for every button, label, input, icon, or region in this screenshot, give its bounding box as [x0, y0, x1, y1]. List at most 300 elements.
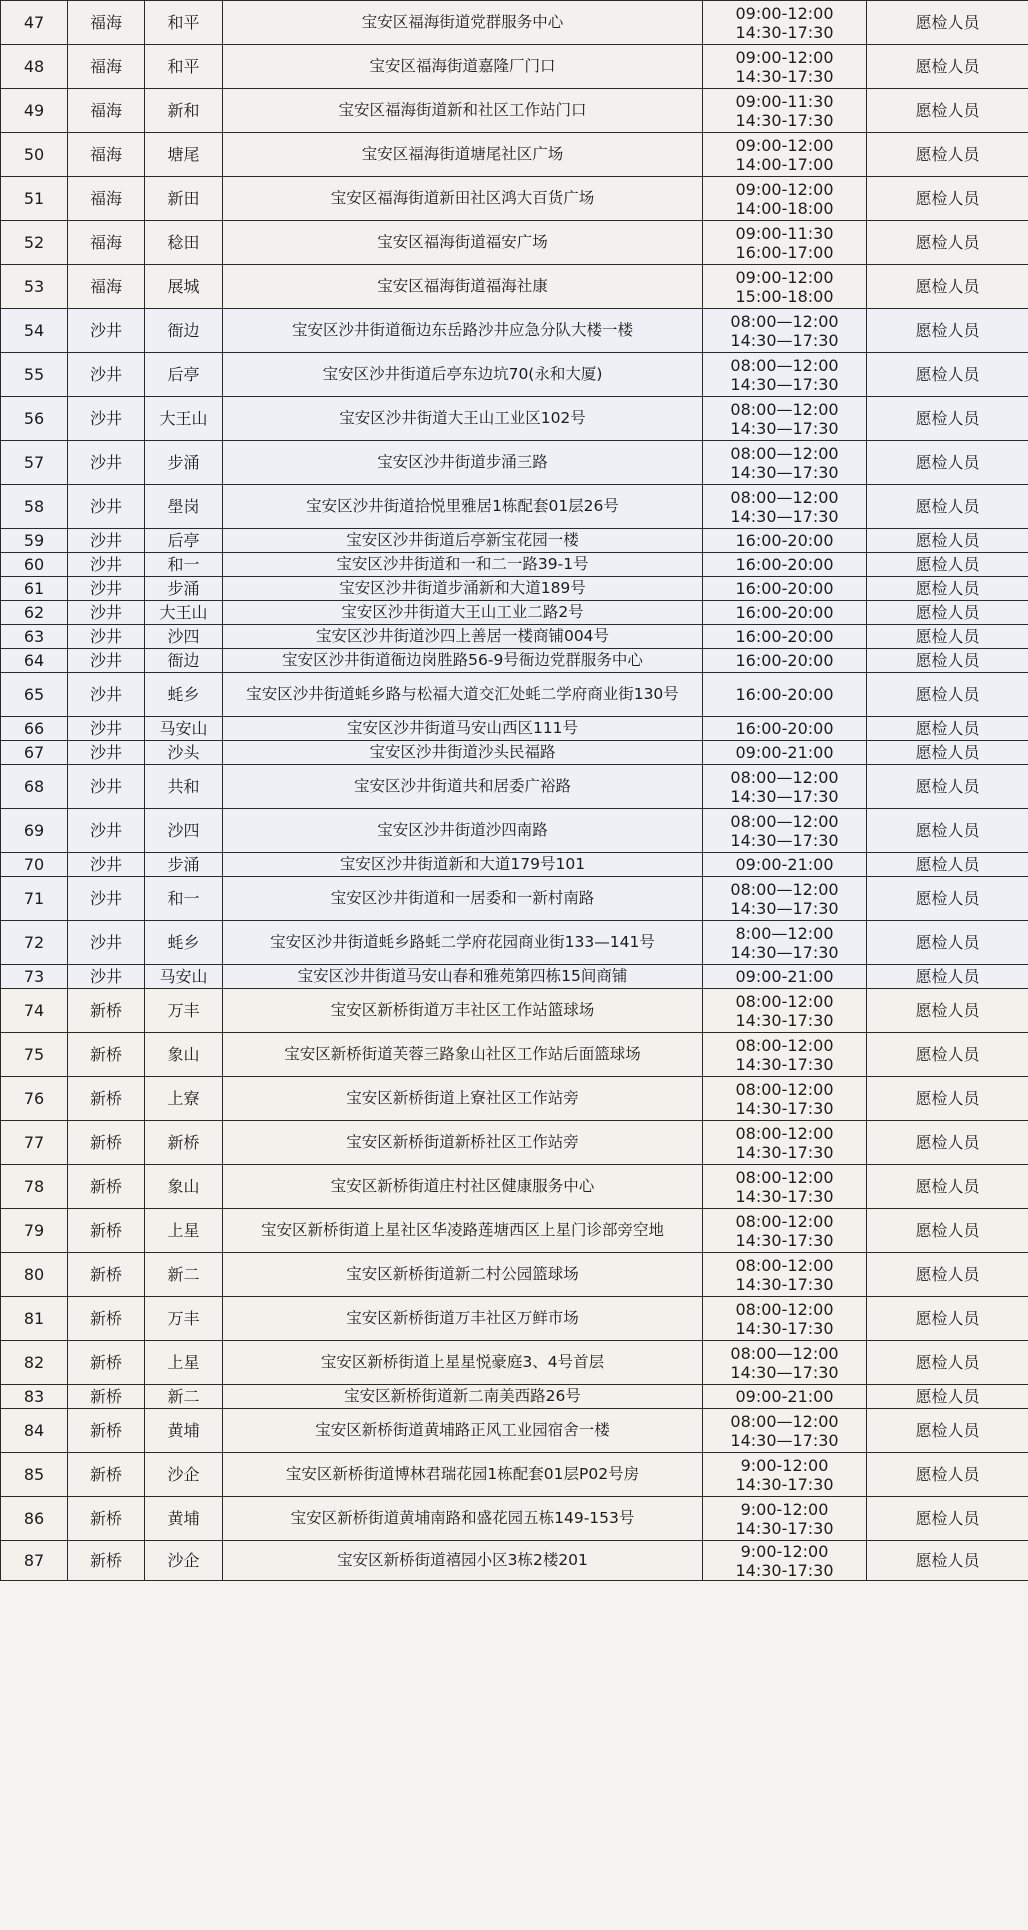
- time-cell: [703, 1453, 867, 1497]
- address-cell: 宝安区沙井街道和一居委和一新村南路: [223, 877, 703, 921]
- time-slot-1: 08:00-12:00: [735, 1167, 834, 1187]
- table-row: [1, 1409, 1028, 1453]
- target-cell: 愿检人员: [867, 1033, 1028, 1077]
- community-cell: 象山: [145, 1165, 223, 1209]
- table-row: [1, 877, 1028, 921]
- community-cell: 沙头: [145, 741, 223, 765]
- target-cell: 愿检人员: [867, 89, 1028, 133]
- table-row: [1, 265, 1028, 309]
- time-slot-2: 14:30-17:30: [735, 1186, 834, 1206]
- time-slot-2: 14:30-17:30: [735, 1230, 834, 1250]
- table-row: [1, 625, 1028, 649]
- row-number: 65: [1, 673, 68, 717]
- community-cell: 上星: [145, 1341, 223, 1385]
- time-cell: [703, 741, 867, 765]
- address-cell: 宝安区新桥街道博林君瑞花园1栋配套01层P02号房: [223, 1453, 703, 1497]
- time-slot-1: 08:00-12:00: [735, 991, 834, 1011]
- time-slot-1: 09:00-21:00: [735, 1387, 834, 1406]
- street-cell: 沙井: [68, 853, 145, 877]
- street-cell: 新桥: [68, 1453, 145, 1497]
- time-cell: [703, 1165, 867, 1209]
- street-cell: 沙井: [68, 809, 145, 853]
- time-cell: [703, 1385, 867, 1409]
- address-cell: 宝安区福海街道新和社区工作站门口: [223, 89, 703, 133]
- row-number: 87: [1, 1541, 68, 1581]
- time-cell: [703, 1497, 867, 1541]
- time-slot-2: 14:30-17:30: [735, 1274, 834, 1294]
- street-cell: 沙井: [68, 877, 145, 921]
- time-slot-1: 16:00-20:00: [735, 627, 834, 646]
- row-number: 62: [1, 601, 68, 625]
- time-cell: [703, 717, 867, 741]
- street-cell: 沙井: [68, 741, 145, 765]
- table-row: [1, 1253, 1028, 1297]
- time-cell: [703, 553, 867, 577]
- row-number: 57: [1, 441, 68, 485]
- target-cell: 愿检人员: [867, 441, 1028, 485]
- time-cell: [703, 989, 867, 1033]
- address-cell: 宝安区福海街道塘尾社区广场: [223, 133, 703, 177]
- target-cell: 愿检人员: [867, 577, 1028, 601]
- community-cell: 步涌: [145, 441, 223, 485]
- table-row: [1, 601, 1028, 625]
- table-row: [1, 89, 1028, 133]
- time-slot-1: 08:00-12:00: [735, 1123, 834, 1143]
- target-cell: 愿检人员: [867, 1541, 1028, 1581]
- table-row: [1, 529, 1028, 553]
- time-slot-2: 14:00-18:00: [735, 198, 834, 218]
- table-row: [1, 1, 1028, 45]
- target-cell: 愿检人员: [867, 1341, 1028, 1385]
- target-cell: 愿检人员: [867, 553, 1028, 577]
- target-cell: 愿检人员: [867, 1497, 1028, 1541]
- target-cell: 愿检人员: [867, 1253, 1028, 1297]
- row-number: 47: [1, 1, 68, 45]
- time-slot-1: 09:00-12:00: [735, 179, 834, 199]
- address-cell: 宝安区沙井街道马安山西区111号: [223, 717, 703, 741]
- row-number: 77: [1, 1121, 68, 1165]
- community-cell: 蚝乡: [145, 921, 223, 965]
- time-cell: [703, 89, 867, 133]
- time-slot-1: 16:00-20:00: [735, 603, 834, 622]
- target-cell: 愿检人员: [867, 397, 1028, 441]
- row-number: 55: [1, 353, 68, 397]
- address-cell: 宝安区沙井街道共和居委广裕路: [223, 765, 703, 809]
- community-cell: 衙边: [145, 649, 223, 673]
- target-cell: 愿检人员: [867, 853, 1028, 877]
- row-number: 86: [1, 1497, 68, 1541]
- table-row: [1, 177, 1028, 221]
- time-cell: [703, 1077, 867, 1121]
- row-number: 51: [1, 177, 68, 221]
- table-row: [1, 853, 1028, 877]
- table-row: [1, 809, 1028, 853]
- street-cell: 福海: [68, 177, 145, 221]
- time-slot-1: 09:00-21:00: [735, 855, 834, 874]
- time-slot-1: 09:00-21:00: [735, 967, 834, 986]
- time-slot-2: 14:30-17:30: [735, 1518, 834, 1538]
- address-cell: 宝安区沙井街道和一和二一路39-1号: [223, 553, 703, 577]
- community-cell: 黄埔: [145, 1497, 223, 1541]
- row-number: 75: [1, 1033, 68, 1077]
- time-cell: [703, 1541, 867, 1581]
- street-cell: 新桥: [68, 1033, 145, 1077]
- address-cell: 宝安区沙井街道衙边岗胜路56-9号衙边党群服务中心: [223, 649, 703, 673]
- time-slot-2: 15:00-18:00: [735, 286, 834, 306]
- time-slot-1: 08:00—12:00: [730, 355, 839, 375]
- time-slot-1: 08:00-12:00: [735, 1299, 834, 1319]
- community-cell: 共和: [145, 765, 223, 809]
- address-cell: 宝安区福海街道嘉隆厂门口: [223, 45, 703, 89]
- row-number: 74: [1, 989, 68, 1033]
- time-slot-1: 08:00-12:00: [735, 1035, 834, 1055]
- address-cell: 宝安区沙井街道蚝乡路与松福大道交汇处蚝二学府商业街130号: [223, 673, 703, 717]
- time-slot-2: 14:30—17:30: [730, 898, 839, 918]
- row-number: 76: [1, 1077, 68, 1121]
- time-cell: [703, 1033, 867, 1077]
- target-cell: 愿检人员: [867, 1385, 1028, 1409]
- time-cell: [703, 765, 867, 809]
- time-cell: [703, 397, 867, 441]
- time-slot-1: 09:00-12:00: [735, 3, 834, 23]
- community-cell: 象山: [145, 1033, 223, 1077]
- community-cell: 壆岗: [145, 485, 223, 529]
- address-cell: 宝安区沙井街道拾悦里雅居1栋配套01层26号: [223, 485, 703, 529]
- address-cell: 宝安区新桥街道庄村社区健康服务中心: [223, 1165, 703, 1209]
- street-cell: 新桥: [68, 1077, 145, 1121]
- table-row: [1, 673, 1028, 717]
- target-cell: 愿检人员: [867, 265, 1028, 309]
- time-slot-1: 16:00-20:00: [735, 531, 834, 550]
- time-slot-2: 14:30-17:30: [735, 1010, 834, 1030]
- time-cell: [703, 529, 867, 553]
- community-cell: 和平: [145, 45, 223, 89]
- street-cell: 福海: [68, 89, 145, 133]
- time-slot-1: 08:00—12:00: [730, 443, 839, 463]
- time-slot-2: 14:30-17:30: [735, 66, 834, 86]
- time-cell: [703, 649, 867, 673]
- time-cell: [703, 673, 867, 717]
- row-number: 72: [1, 921, 68, 965]
- community-cell: 蚝乡: [145, 673, 223, 717]
- time-slot-2: 14:30-17:30: [735, 110, 834, 130]
- time-cell: [703, 1, 867, 45]
- target-cell: 愿检人员: [867, 133, 1028, 177]
- target-cell: 愿检人员: [867, 741, 1028, 765]
- table-row: [1, 741, 1028, 765]
- row-number: 68: [1, 765, 68, 809]
- community-cell: 新和: [145, 89, 223, 133]
- row-number: 80: [1, 1253, 68, 1297]
- time-slot-2: 14:30—17:30: [730, 330, 839, 350]
- table-row: [1, 1385, 1028, 1409]
- street-cell: 福海: [68, 45, 145, 89]
- time-cell: [703, 965, 867, 989]
- table-row: [1, 577, 1028, 601]
- time-slot-1: 08:00—12:00: [730, 879, 839, 899]
- time-slot-1: 08:00-12:00: [735, 1211, 834, 1231]
- street-cell: 新桥: [68, 1385, 145, 1409]
- time-slot-2: 14:30—17:30: [730, 374, 839, 394]
- community-cell: 马安山: [145, 717, 223, 741]
- time-slot-1: 16:00-20:00: [735, 651, 834, 670]
- row-number: 73: [1, 965, 68, 989]
- street-cell: 沙井: [68, 649, 145, 673]
- community-cell: 沙企: [145, 1453, 223, 1497]
- time-cell: [703, 1121, 867, 1165]
- community-cell: 上星: [145, 1209, 223, 1253]
- target-cell: 愿检人员: [867, 1409, 1028, 1453]
- street-cell: 新桥: [68, 1253, 145, 1297]
- target-cell: 愿检人员: [867, 717, 1028, 741]
- address-cell: 宝安区沙井街道沙四上善居一楼商铺004号: [223, 625, 703, 649]
- street-cell: 沙井: [68, 765, 145, 809]
- address-cell: 宝安区沙井街道沙头民福路: [223, 741, 703, 765]
- target-cell: 愿检人员: [867, 1297, 1028, 1341]
- row-number: 58: [1, 485, 68, 529]
- time-cell: [703, 921, 867, 965]
- community-cell: 沙企: [145, 1541, 223, 1581]
- table-row: [1, 1121, 1028, 1165]
- address-cell: 宝安区福海街道新田社区鸿大百货广场: [223, 177, 703, 221]
- row-number: 53: [1, 265, 68, 309]
- street-cell: 新桥: [68, 1297, 145, 1341]
- community-cell: 大王山: [145, 601, 223, 625]
- address-cell: 宝安区新桥街道黄埔路正风工业园宿舍一楼: [223, 1409, 703, 1453]
- time-slot-2: 14:30—17:30: [730, 942, 839, 962]
- time-cell: [703, 877, 867, 921]
- time-cell: [703, 1409, 867, 1453]
- table-row: [1, 309, 1028, 353]
- address-cell: 宝安区新桥街道禧园小区3栋2楼201: [223, 1541, 703, 1581]
- time-slot-1: 09:00-11:30: [735, 223, 834, 243]
- target-cell: 愿检人员: [867, 965, 1028, 989]
- row-number: 78: [1, 1165, 68, 1209]
- row-number: 66: [1, 717, 68, 741]
- row-number: 56: [1, 397, 68, 441]
- community-cell: 马安山: [145, 965, 223, 989]
- street-cell: 沙井: [68, 309, 145, 353]
- community-cell: 稔田: [145, 221, 223, 265]
- community-cell: 万丰: [145, 1297, 223, 1341]
- time-slot-2: 14:30-17:30: [735, 1560, 834, 1580]
- street-cell: 新桥: [68, 989, 145, 1033]
- address-cell: 宝安区沙井街道大王山工业区102号: [223, 397, 703, 441]
- row-number: 48: [1, 45, 68, 89]
- target-cell: 愿检人员: [867, 765, 1028, 809]
- target-cell: 愿检人员: [867, 809, 1028, 853]
- time-cell: [703, 809, 867, 853]
- time-slot-2: 14:30-17:30: [735, 22, 834, 42]
- address-cell: 宝安区新桥街道万丰社区工作站篮球场: [223, 989, 703, 1033]
- address-cell: 宝安区新桥街道黄埔南路和盛花园五栋149-153号: [223, 1497, 703, 1541]
- address-cell: 宝安区沙井街道后亭东边坑70(永和大厦): [223, 353, 703, 397]
- address-cell: 宝安区沙井街道马安山春和雅苑第四栋15间商铺: [223, 965, 703, 989]
- community-cell: 展城: [145, 265, 223, 309]
- table-row: [1, 965, 1028, 989]
- street-cell: 沙井: [68, 601, 145, 625]
- time-slot-1: 08:00-12:00: [735, 1079, 834, 1099]
- table-row: [1, 765, 1028, 809]
- time-slot-1: 08:00—12:00: [730, 487, 839, 507]
- table-row: [1, 553, 1028, 577]
- row-number: 84: [1, 1409, 68, 1453]
- table-row: [1, 397, 1028, 441]
- target-cell: 愿检人员: [867, 529, 1028, 553]
- street-cell: 福海: [68, 265, 145, 309]
- target-cell: 愿检人员: [867, 45, 1028, 89]
- address-cell: 宝安区沙井街道沙四南路: [223, 809, 703, 853]
- street-cell: 沙井: [68, 921, 145, 965]
- community-cell: 步涌: [145, 577, 223, 601]
- table-row: [1, 921, 1028, 965]
- time-cell: [703, 441, 867, 485]
- row-number: 61: [1, 577, 68, 601]
- street-cell: 新桥: [68, 1121, 145, 1165]
- time-cell: [703, 601, 867, 625]
- time-slot-1: 9:00-12:00: [740, 1455, 829, 1475]
- table-row: [1, 353, 1028, 397]
- time-cell: [703, 133, 867, 177]
- community-cell: 后亭: [145, 529, 223, 553]
- time-cell: [703, 1297, 867, 1341]
- row-number: 49: [1, 89, 68, 133]
- time-cell: [703, 177, 867, 221]
- target-cell: 愿检人员: [867, 921, 1028, 965]
- row-number: 79: [1, 1209, 68, 1253]
- community-cell: 万丰: [145, 989, 223, 1033]
- community-cell: 衙边: [145, 309, 223, 353]
- target-cell: 愿检人员: [867, 1209, 1028, 1253]
- street-cell: 沙井: [68, 353, 145, 397]
- time-cell: [703, 265, 867, 309]
- row-number: 71: [1, 877, 68, 921]
- street-cell: 沙井: [68, 397, 145, 441]
- time-slot-2: 14:30—17:30: [730, 1430, 839, 1450]
- community-cell: 新二: [145, 1385, 223, 1409]
- time-cell: [703, 309, 867, 353]
- time-cell: [703, 1253, 867, 1297]
- time-slot-1: 08:00—12:00: [730, 399, 839, 419]
- street-cell: 新桥: [68, 1497, 145, 1541]
- time-slot-1: 09:00-12:00: [735, 47, 834, 67]
- time-slot-1: 16:00-20:00: [735, 719, 834, 738]
- time-slot-1: 09:00-12:00: [735, 267, 834, 287]
- address-cell: 宝安区新桥街道芙蓉三路象山社区工作站后面篮球场: [223, 1033, 703, 1077]
- row-number: 60: [1, 553, 68, 577]
- community-cell: 和平: [145, 1, 223, 45]
- address-cell: 宝安区沙井街道步涌三路: [223, 441, 703, 485]
- row-number: 69: [1, 809, 68, 853]
- time-cell: [703, 221, 867, 265]
- street-cell: 沙井: [68, 965, 145, 989]
- time-cell: [703, 485, 867, 529]
- time-slot-2: 14:30-17:30: [735, 1054, 834, 1074]
- street-cell: 新桥: [68, 1409, 145, 1453]
- address-cell: 宝安区沙井街道步涌新和大道189号: [223, 577, 703, 601]
- time-slot-2: 14:30-17:30: [735, 1098, 834, 1118]
- table-row: [1, 649, 1028, 673]
- street-cell: 沙井: [68, 625, 145, 649]
- address-cell: 宝安区沙井街道后亭新宝花园一楼: [223, 529, 703, 553]
- table-row: [1, 1497, 1028, 1541]
- time-slot-1: 09:00-11:30: [735, 91, 834, 111]
- row-number: 64: [1, 649, 68, 673]
- target-cell: 愿检人员: [867, 1077, 1028, 1121]
- row-number: 52: [1, 221, 68, 265]
- community-cell: 大王山: [145, 397, 223, 441]
- address-cell: 宝安区新桥街道万丰社区万鲜市场: [223, 1297, 703, 1341]
- address-cell: 宝安区福海街道福安广场: [223, 221, 703, 265]
- street-cell: 福海: [68, 1, 145, 45]
- row-number: 59: [1, 529, 68, 553]
- time-slot-2: 14:30—17:30: [730, 462, 839, 482]
- community-cell: 新桥: [145, 1121, 223, 1165]
- target-cell: 愿检人员: [867, 601, 1028, 625]
- row-number: 70: [1, 853, 68, 877]
- community-cell: 沙四: [145, 625, 223, 649]
- time-slot-2: 14:30-17:30: [735, 1474, 834, 1494]
- community-cell: 和一: [145, 877, 223, 921]
- target-cell: 愿检人员: [867, 1165, 1028, 1209]
- address-cell: 宝安区新桥街道新二村公园篮球场: [223, 1253, 703, 1297]
- time-cell: [703, 1341, 867, 1385]
- community-cell: 上寮: [145, 1077, 223, 1121]
- table-row: [1, 133, 1028, 177]
- address-cell: 宝安区沙井街道新和大道179号101: [223, 853, 703, 877]
- address-cell: 宝安区新桥街道上星星悦豪庭3、4号首层: [223, 1341, 703, 1385]
- table-row: [1, 1297, 1028, 1341]
- time-slot-1: 09:00-21:00: [735, 743, 834, 762]
- time-cell: [703, 625, 867, 649]
- community-cell: 新二: [145, 1253, 223, 1297]
- target-cell: 愿检人员: [867, 989, 1028, 1033]
- target-cell: 愿检人员: [867, 673, 1028, 717]
- row-number: 85: [1, 1453, 68, 1497]
- time-slot-2: 14:30-17:30: [735, 1142, 834, 1162]
- target-cell: 愿检人员: [867, 353, 1028, 397]
- time-cell: [703, 353, 867, 397]
- street-cell: 新桥: [68, 1541, 145, 1581]
- address-cell: 宝安区沙井街道大王山工业二路2号: [223, 601, 703, 625]
- street-cell: 沙井: [68, 673, 145, 717]
- table-row: [1, 1541, 1028, 1581]
- table-row: [1, 717, 1028, 741]
- address-cell: 宝安区新桥街道上寮社区工作站旁: [223, 1077, 703, 1121]
- address-cell: 宝安区福海街道福海社康: [223, 265, 703, 309]
- address-cell: 宝安区新桥街道新二南美西路26号: [223, 1385, 703, 1409]
- community-cell: 后亭: [145, 353, 223, 397]
- table-row: [1, 1209, 1028, 1253]
- row-number: 67: [1, 741, 68, 765]
- time-slot-1: 9:00-12:00: [740, 1541, 829, 1561]
- time-slot-1: 16:00-20:00: [735, 579, 834, 598]
- street-cell: 福海: [68, 221, 145, 265]
- community-cell: 和一: [145, 553, 223, 577]
- row-number: 83: [1, 1385, 68, 1409]
- time-slot-1: 08:00-12:00: [735, 1255, 834, 1275]
- street-cell: 沙井: [68, 553, 145, 577]
- time-slot-2: 14:30—17:30: [730, 830, 839, 850]
- street-cell: 新桥: [68, 1209, 145, 1253]
- row-number: 63: [1, 625, 68, 649]
- target-cell: 愿检人员: [867, 1453, 1028, 1497]
- time-slot-2: 14:00-17:00: [735, 154, 834, 174]
- target-cell: 愿检人员: [867, 649, 1028, 673]
- time-slot-2: 16:00-17:00: [735, 242, 834, 262]
- table-row: [1, 441, 1028, 485]
- row-number: 50: [1, 133, 68, 177]
